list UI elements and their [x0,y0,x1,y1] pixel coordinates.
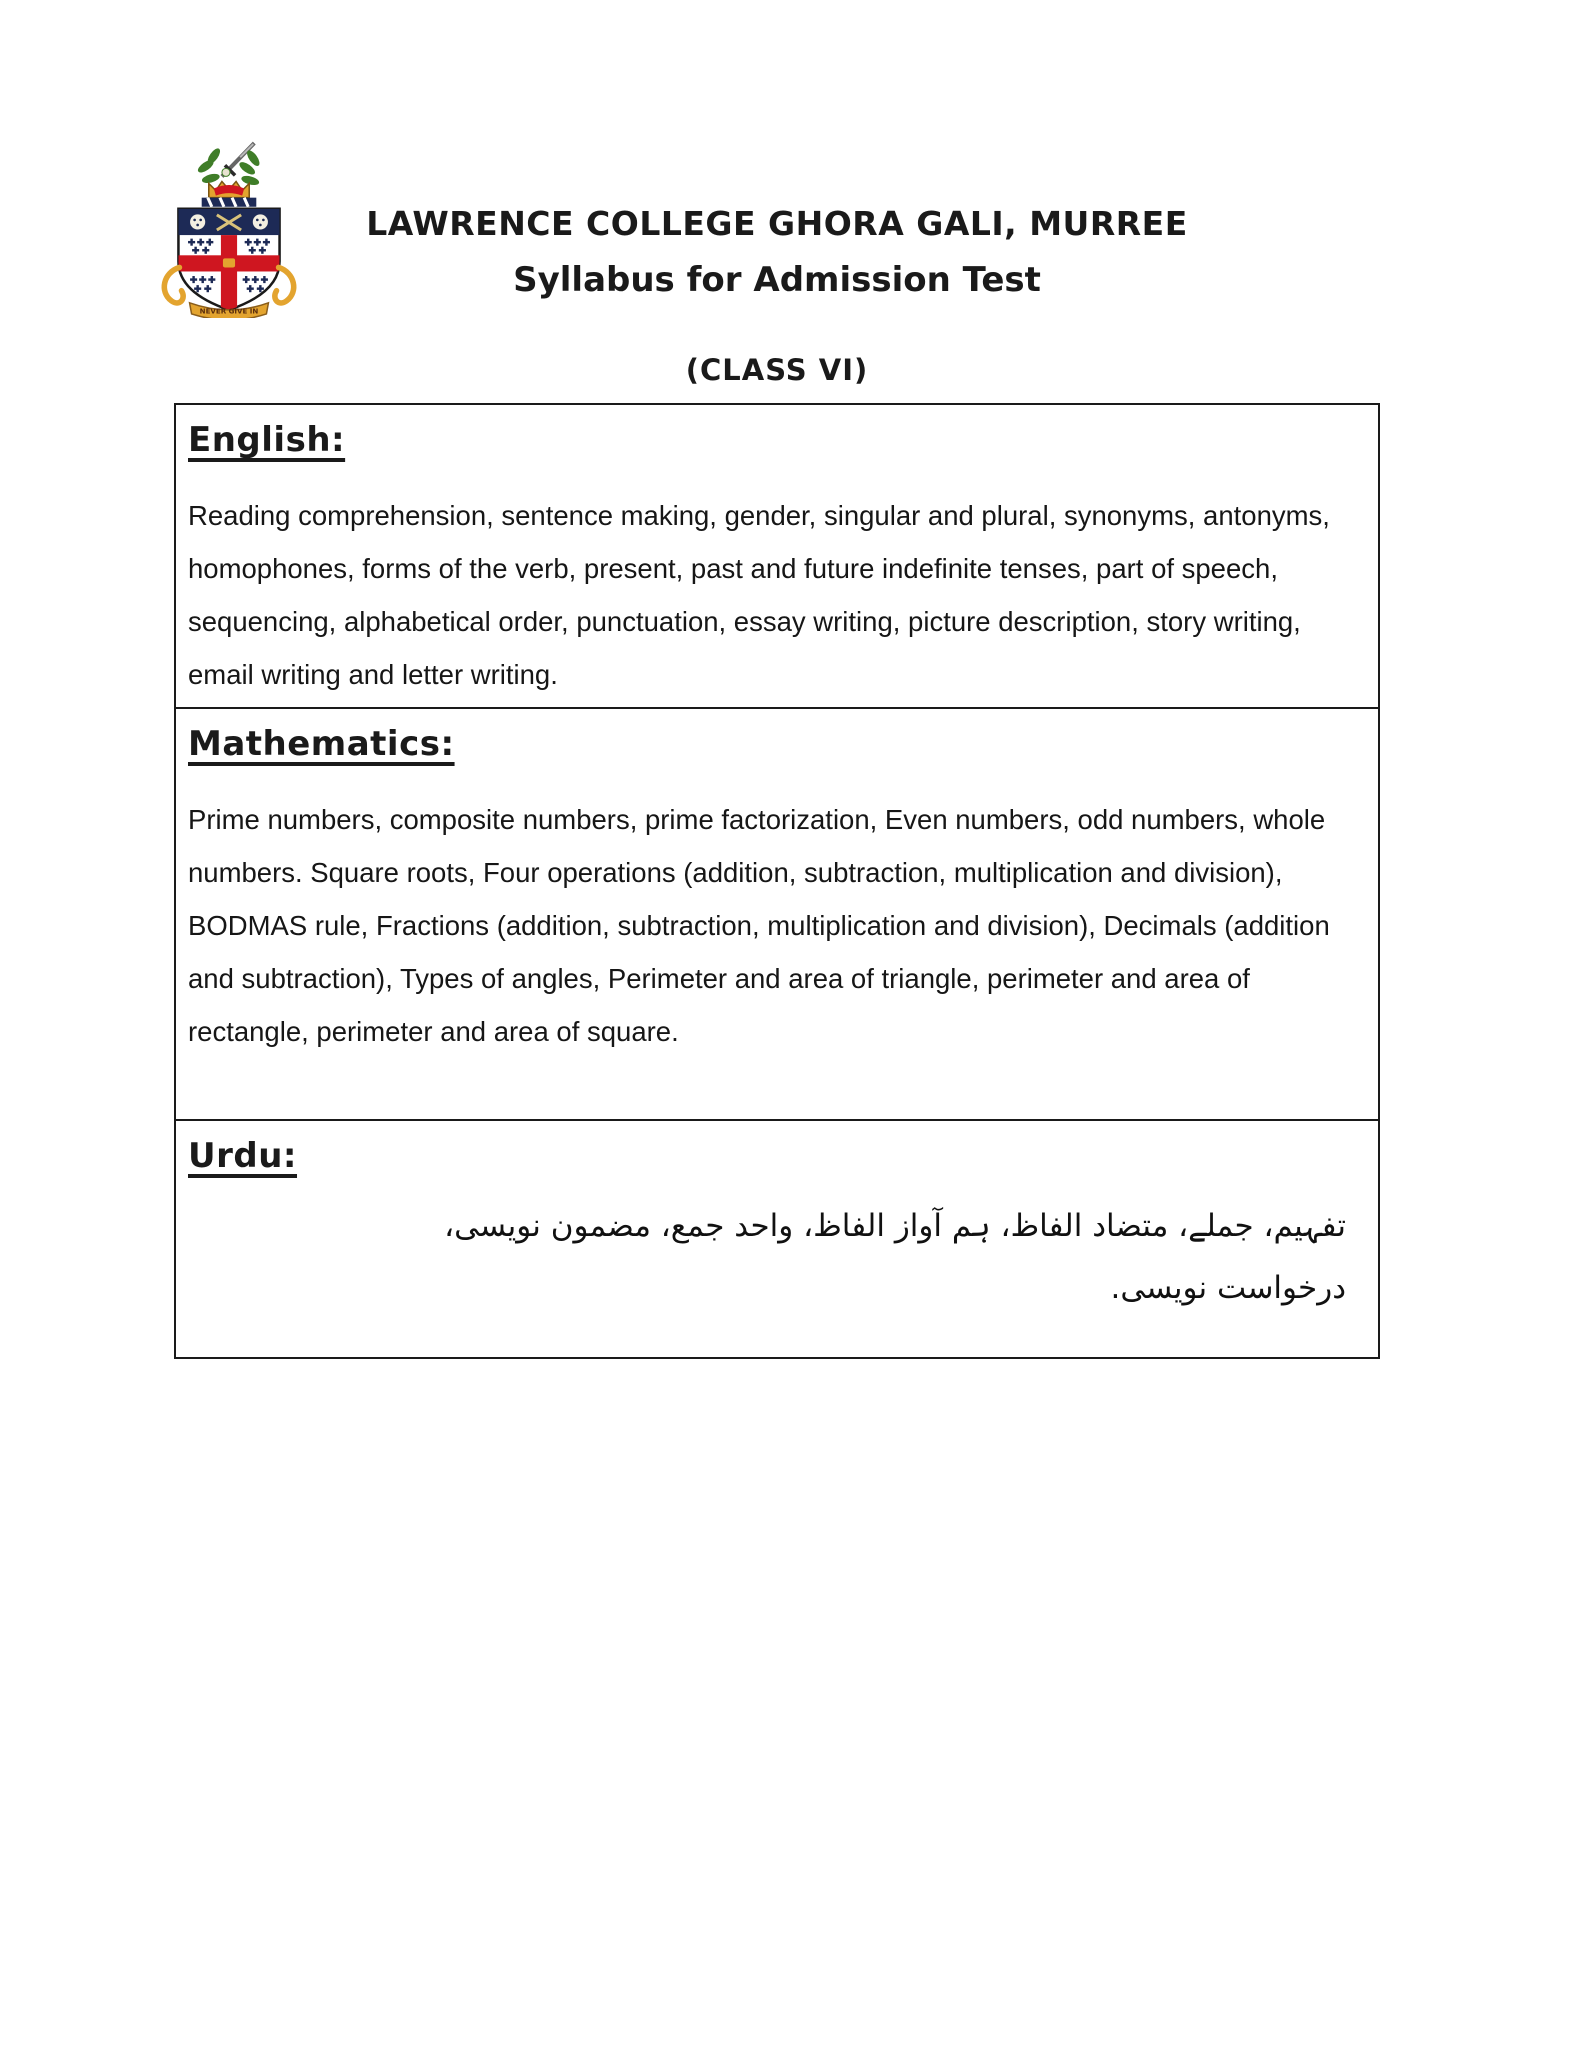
section-body-english: Reading comprehension, sentence making, gender, singular and plural, synonyms, antonyms, homophones, forms of the verb, present, past and future indefinite tenses, part of speech, sequencing, alphabetical order, punctuation, essay writing, picture description, story writing, email writing and letter writing. [188,500,1330,690]
crest-motto-text: NEVER GIVE IN [199,306,259,316]
section-heading-english: English: [188,420,346,460]
syllabus-table [174,403,1380,1359]
crest-crown-icon [209,181,249,197]
section-english [176,405,1378,707]
syllabus-title: Syllabus for Admission Test [513,260,1041,300]
section-heading-urdu: Urdu: [188,1136,298,1176]
section-heading-mathematics: Mathematics: [188,724,455,764]
urdu-body-line-2: درخواست نویسی. [1110,1270,1346,1306]
college-name-title: LAWRENCE COLLEGE GHORA GALI, MURREE [366,204,1188,243]
section-body-mathematics: Prime numbers, composite numbers, prime factorization, Even numbers, odd numbers, whole numbers. Square roots, Four operations (addition, subtraction, multiplication and division), BODMAS rule, Fractions (addition, subtraction, multiplication and division), Decimals (addition and subtraction), Types of angles, Perimeter and area of triangle, perimeter and area of rectangle, perimeter and area of square. [188,804,1330,1047]
class-level-title: (CLASS VI) [685,353,869,387]
section-body-urdu [188,1195,1356,1319]
document-header [174,200,1380,392]
urdu-body-line-1: تفہیم، جملے، متضاد الفاظ، ہم آواز الفاظ، واحد جمع، مضمون نویسی، [444,1208,1346,1244]
section-urdu [176,1119,1378,1357]
section-mathematics [176,707,1378,1119]
